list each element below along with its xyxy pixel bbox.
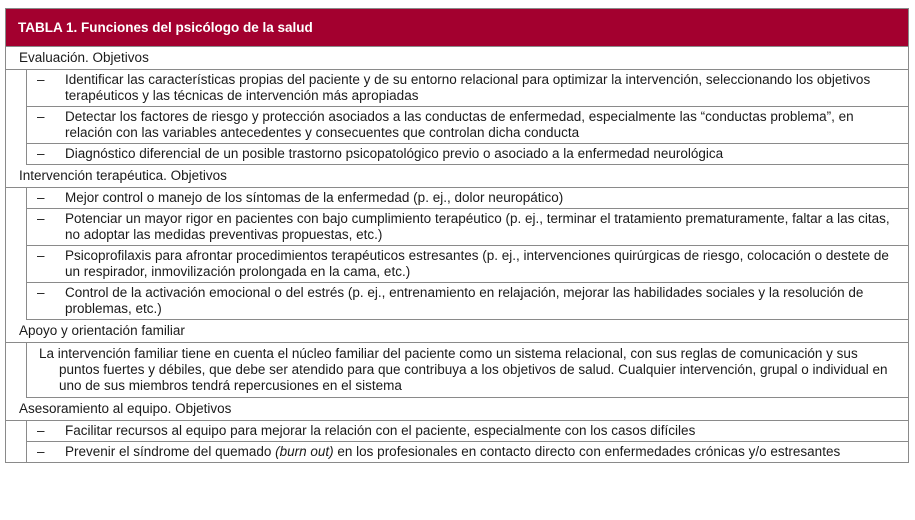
section-title-evaluacion: Evaluación. Objetivos xyxy=(6,47,908,70)
dash-bullet: – xyxy=(37,444,45,459)
list-item: – Mejor control o manejo de los síntomas de la enfermedad (p. ej., dolor neuropático) xyxy=(26,188,908,209)
dash-bullet: – xyxy=(37,72,45,87)
dash-bullet: – xyxy=(37,248,45,263)
burn-out-italic: (burn out) xyxy=(275,444,334,459)
list-item: – Potenciar un mayor rigor en pacientes con bajo cumplimiento terapéutico (p. ej., terminar el tratamiento prematuramente, faltar a las citas, no adoptar las medidas preventivas propuestas, etc.) xyxy=(26,209,908,246)
paragraph-first-line: La intervención familiar tiene en cuenta el núcleo familiar del paciente como un sistema relacional, con sus reglas de comunicación y sus xyxy=(39,346,858,361)
list-item: – Detectar los factores de riesgo y protección asociados a las conductas de enfermedad, especialmente las “conductas problema”, en relación con las variables antecedentes y consecuentes que controlan dicha conducta xyxy=(26,107,908,144)
section-title-apoyo: Apoyo y orientación familiar xyxy=(6,320,908,343)
list-item: – Control de la activación emocional o del estrés (p. ej., entrenamiento en relajación, mejorar las habilidades sociales y la resolución de problemas, etc.) xyxy=(26,283,908,320)
dash-bullet: – xyxy=(37,423,45,438)
list-item: – Diagnóstico diferencial de un posible trastorno psicopatológico previo o asociado a la enfermedad neurológica xyxy=(26,144,908,165)
list-item: – Psicoprofilaxis para afrontar procedimientos terapéuticos estresantes (p. ej., intervenciones quirúrgicas de riesgo, colocación o destete de un respirador, inmovilización prolongada en la cama, etc.) xyxy=(26,246,908,283)
list-item: – Prevenir el síndrome del quemado (burn out) en los profesionales en contacto directo con enfermedades crónicas y/o estresantes xyxy=(26,442,908,462)
dash-bullet: – xyxy=(37,146,45,161)
list-item: – Facilitar recursos al equipo para mejorar la relación con el paciente, especialmente con los casos difíciles xyxy=(26,421,908,442)
functions-table xyxy=(5,8,909,463)
list-item: – Identificar las características propias del paciente y de su entorno relacional para optimizar la intervención, seleccionando los objetivos terapéuticos y las técnicas de intervención más apropiadas xyxy=(26,70,908,107)
section-title-intervencion: Intervención terapéutica. Objetivos xyxy=(6,165,908,188)
section-title-asesoramiento: Asesoramiento al equipo. Objetivos xyxy=(6,398,908,421)
paragraph-rest: puntos fuertes y débiles, que debe ser atendido para que contribuya a los objetivos de salud. Cualquier intervención, grupal o individual en uno de sus miembros tendrá repercusiones en el sistema xyxy=(59,362,888,393)
dash-bullet: – xyxy=(37,211,45,226)
family-paragraph xyxy=(26,343,908,398)
dash-bullet: – xyxy=(37,285,45,300)
table-title: TABLA 1. Funciones del psicólogo de la salud xyxy=(6,9,908,47)
dash-bullet: – xyxy=(37,109,45,124)
dash-bullet: – xyxy=(37,190,45,205)
